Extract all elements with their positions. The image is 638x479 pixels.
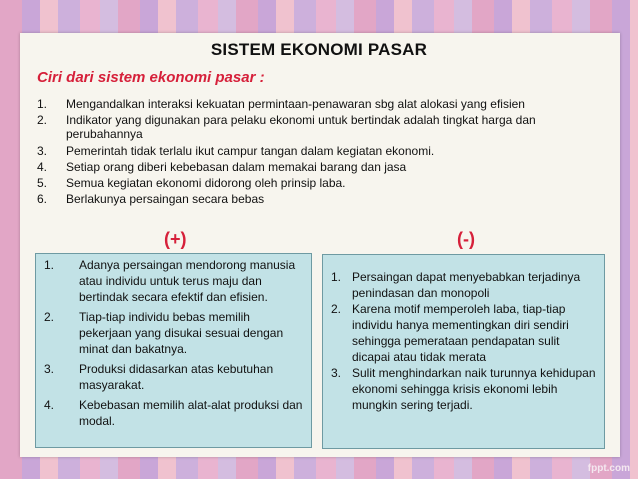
item-text: Semua kegiatan ekonomi didorong oleh prinsip laba. [66, 176, 346, 191]
ciri-list [37, 97, 607, 208]
item-number: 5. [37, 176, 48, 191]
list-item [331, 269, 598, 301]
list-item [44, 257, 305, 305]
list-item [37, 113, 607, 141]
item-text: Indikator yang digunakan para pelaku ekonomi untuk bertindak adalah tingkat harga dan perubahannya [66, 113, 536, 142]
item-text: Kebebasan memilih alat-alat produksi dan modal. [79, 398, 303, 428]
item-number: 1. [44, 258, 55, 272]
list-item [331, 301, 598, 365]
list-item [44, 397, 305, 429]
item-number: 2. [331, 302, 342, 316]
item-number: 1. [37, 97, 48, 111]
list-item [37, 144, 607, 158]
page-title: SISTEM EKONOMI PASAR [210, 40, 428, 59]
section-subtitle: Ciri dari sistem ekonomi pasar : [37, 69, 265, 86]
item-number: 3. [37, 143, 48, 158]
plus-heading: (+) [164, 229, 187, 249]
item-text: Setiap orang diberi kebebasan dalam memakai barang dan jasa [66, 159, 407, 174]
item-number: 1. [331, 270, 342, 284]
list-item [44, 309, 305, 357]
list-item [37, 97, 607, 111]
item-number: 2. [44, 310, 55, 324]
item-text: Adanya persaingan mendorong manusia atau individu untuk terus maju dan bertindak secara efektif dan efisien. [79, 258, 296, 304]
item-number: 4. [37, 159, 48, 174]
item-text: Produksi didasarkan atas kebutuhan masyarakat. [79, 362, 274, 392]
advantages-box [35, 253, 312, 448]
item-number: 2. [37, 113, 48, 128]
list-item [37, 192, 607, 206]
list-item [331, 365, 598, 413]
item-text: Mengandalkan interaksi kekuatan permintaan-penawaran sbg alat alokasi yang efisien [66, 97, 525, 111]
item-text: Pemerintah tidak terlalu ikut campur tangan dalam kegiatan ekonomi. [66, 143, 435, 158]
item-number: 3. [331, 366, 342, 380]
item-text: Berlakunya persaingan secara bebas [66, 192, 265, 207]
item-number: 4. [44, 398, 55, 412]
disadvantages-box [322, 254, 605, 449]
item-number: 3. [44, 362, 55, 376]
item-text: Sulit menghindarkan naik turunnya kehidupan ekonomi sehingga krisis ekonomi lebih mungkin sering terjadi. [352, 366, 596, 412]
list-item [37, 160, 607, 174]
list-item [37, 176, 607, 190]
item-text: Tiap-tiap individu bebas memilih pekerjaan yang disukai sesuai dengan minat dan bakatnya. [79, 310, 284, 356]
item-text: Persaingan dapat menyebabkan terjadinya penindasan dan monopoli [352, 270, 581, 300]
item-number: 6. [37, 192, 48, 207]
minus-heading: (-) [457, 229, 475, 249]
item-text: Karena motif memperoleh laba, tiap-tiap individu hanya mementingkan diri sendiri sehingga pemerataan pendapatan sulit dicapai atau tidak merata [352, 302, 569, 364]
fppt-logo: fppt.com [587, 463, 630, 474]
list-item [44, 361, 305, 393]
